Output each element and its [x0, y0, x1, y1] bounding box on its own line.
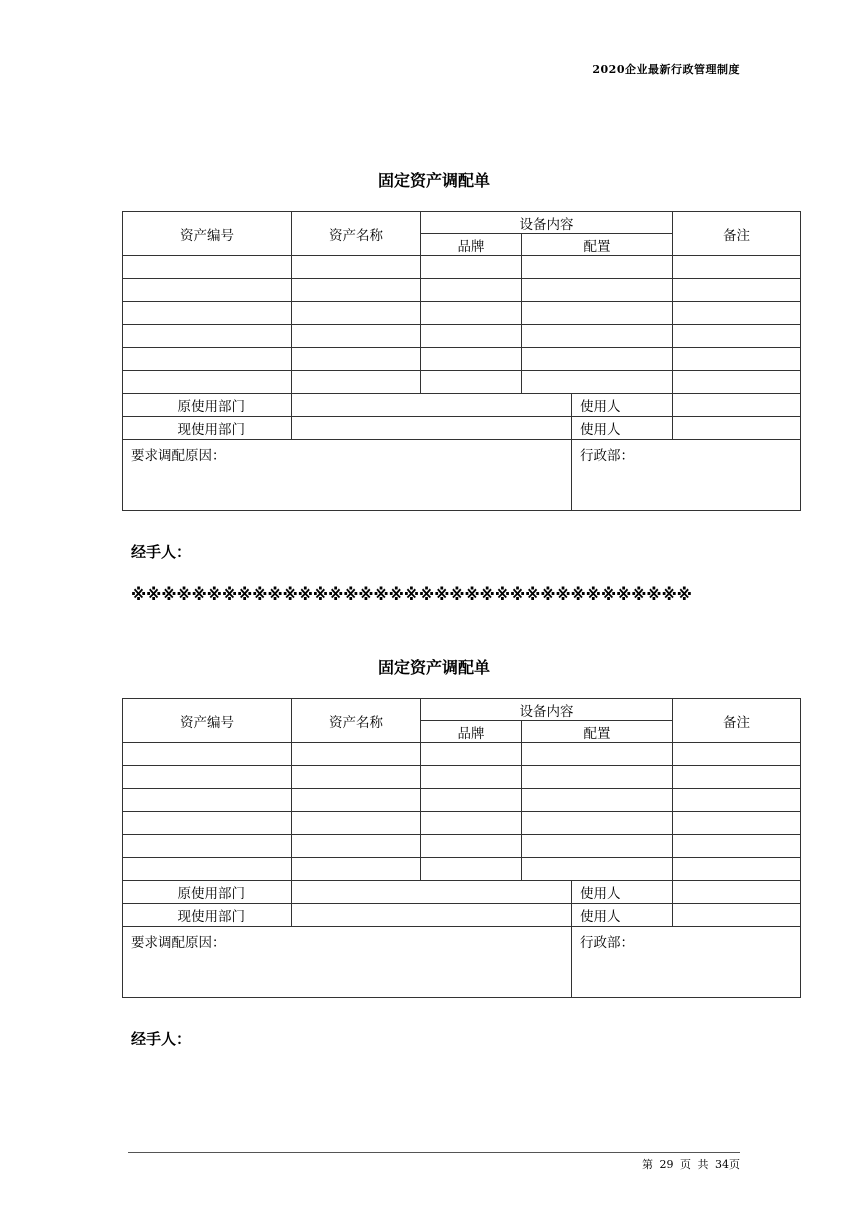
transfer-reason-field[interactable]: 要求调配原因： [123, 927, 572, 998]
table-cell[interactable] [123, 743, 292, 766]
asset-transfer-table [122, 698, 801, 998]
table-cell[interactable] [522, 371, 673, 394]
header-configuration: 配置 [522, 234, 673, 256]
table-cell[interactable] [421, 812, 522, 835]
original-user-label: 使用人 [572, 881, 673, 904]
table-cell[interactable] [522, 789, 673, 812]
table-cell[interactable] [292, 371, 421, 394]
header-equipment-content: 设备内容 [421, 699, 673, 721]
separator-line: ※※※※※※※※※※※※※※※※※※※※※※※※※※※※※※※※※※※※※ [131, 586, 692, 604]
table-row [123, 256, 801, 279]
table-cell[interactable] [292, 789, 421, 812]
document-header-title: 2020企业最新行政管理制度 [592, 63, 740, 76]
header-remarks: 备注 [673, 699, 801, 743]
table-cell[interactable] [522, 325, 673, 348]
table-cell[interactable] [123, 812, 292, 835]
table-cell[interactable] [522, 348, 673, 371]
handler-label: 经手人： [131, 543, 192, 561]
table-row [123, 812, 801, 835]
original-department-label: 原使用部门 [123, 394, 292, 417]
table-row [123, 302, 801, 325]
table-cell[interactable] [421, 835, 522, 858]
table-cell[interactable] [123, 348, 292, 371]
table-cell[interactable] [673, 743, 801, 766]
table-cell[interactable] [292, 348, 421, 371]
table-cell[interactable] [421, 302, 522, 325]
table-cell[interactable] [421, 858, 522, 881]
header-configuration: 配置 [522, 721, 673, 743]
original-user-field[interactable] [673, 394, 801, 417]
table-cell[interactable] [123, 835, 292, 858]
table-cell[interactable] [522, 858, 673, 881]
table-cell[interactable] [123, 766, 292, 789]
table-cell[interactable] [123, 371, 292, 394]
header-asset-number: 资产编号 [123, 212, 292, 256]
current-department-label: 现使用部门 [123, 417, 292, 440]
table-cell[interactable] [522, 279, 673, 302]
form-title: 固定资产调配单 [377, 658, 490, 677]
table-cell[interactable] [292, 743, 421, 766]
table-cell[interactable] [421, 279, 522, 302]
page-number: 第 29 页 共 34页 [642, 1158, 740, 1171]
current-department-label: 现使用部门 [123, 904, 292, 927]
original-user-label: 使用人 [572, 394, 673, 417]
table-cell[interactable] [673, 348, 801, 371]
table-cell[interactable] [421, 766, 522, 789]
current-user-field[interactable] [673, 417, 801, 440]
table-cell[interactable] [522, 302, 673, 325]
header-brand: 品牌 [421, 234, 522, 256]
table-cell[interactable] [292, 325, 421, 348]
table-row [123, 835, 801, 858]
table-cell[interactable] [421, 348, 522, 371]
table-cell[interactable] [421, 325, 522, 348]
table-row [123, 279, 801, 302]
table-cell[interactable] [522, 766, 673, 789]
table-cell[interactable] [123, 302, 292, 325]
table-cell[interactable] [522, 812, 673, 835]
footer-divider [128, 1152, 740, 1153]
table-cell[interactable] [123, 858, 292, 881]
table-cell[interactable] [292, 766, 421, 789]
header-equipment-content: 设备内容 [421, 212, 673, 234]
table-row [123, 743, 801, 766]
table-cell[interactable] [292, 858, 421, 881]
table-cell[interactable] [292, 812, 421, 835]
table-cell[interactable] [673, 789, 801, 812]
table-cell[interactable] [292, 302, 421, 325]
table-cell[interactable] [292, 279, 421, 302]
header-asset-number: 资产编号 [123, 699, 292, 743]
current-user-label: 使用人 [572, 904, 673, 927]
form-title: 固定资产调配单 [377, 171, 490, 190]
header-asset-name: 资产名称 [292, 699, 421, 743]
current-user-field[interactable] [673, 904, 801, 927]
table-cell[interactable] [123, 789, 292, 812]
table-row [123, 371, 801, 394]
handler-label: 经手人： [131, 1030, 192, 1048]
table-row [123, 348, 801, 371]
table-cell[interactable] [673, 858, 801, 881]
table-row [123, 766, 801, 789]
table-cell[interactable] [673, 279, 801, 302]
table-cell[interactable] [673, 766, 801, 789]
table-cell[interactable] [522, 743, 673, 766]
current-department-field[interactable] [292, 904, 572, 927]
table-cell[interactable] [673, 835, 801, 858]
table-cell[interactable] [421, 371, 522, 394]
table-cell[interactable] [421, 743, 522, 766]
table-cell[interactable] [292, 256, 421, 279]
admin-department-field[interactable]: 行政部： [572, 440, 801, 511]
table-cell[interactable] [673, 325, 801, 348]
table-cell[interactable] [123, 325, 292, 348]
current-user-label: 使用人 [572, 417, 673, 440]
table-row [123, 325, 801, 348]
table-cell[interactable] [123, 279, 292, 302]
original-department-label: 原使用部门 [123, 881, 292, 904]
current-department-field[interactable] [292, 417, 572, 440]
transfer-reason-field[interactable]: 要求调配原因： [123, 440, 572, 511]
table-cell[interactable] [123, 256, 292, 279]
original-department-field[interactable] [292, 394, 572, 417]
table-cell[interactable] [421, 256, 522, 279]
table-row [123, 789, 801, 812]
header-brand: 品牌 [421, 721, 522, 743]
table-row [123, 858, 801, 881]
table-cell[interactable] [292, 835, 421, 858]
header-remarks: 备注 [673, 212, 801, 256]
table-cell[interactable] [673, 371, 801, 394]
original-department-field[interactable] [292, 881, 572, 904]
table-cell[interactable] [673, 812, 801, 835]
original-user-field[interactable] [673, 881, 801, 904]
table-cell[interactable] [522, 835, 673, 858]
table-cell[interactable] [673, 302, 801, 325]
table-cell[interactable] [673, 256, 801, 279]
header-asset-name: 资产名称 [292, 212, 421, 256]
admin-department-field[interactable]: 行政部： [572, 927, 801, 998]
table-cell[interactable] [421, 789, 522, 812]
table-cell[interactable] [522, 256, 673, 279]
asset-transfer-table [122, 211, 801, 511]
